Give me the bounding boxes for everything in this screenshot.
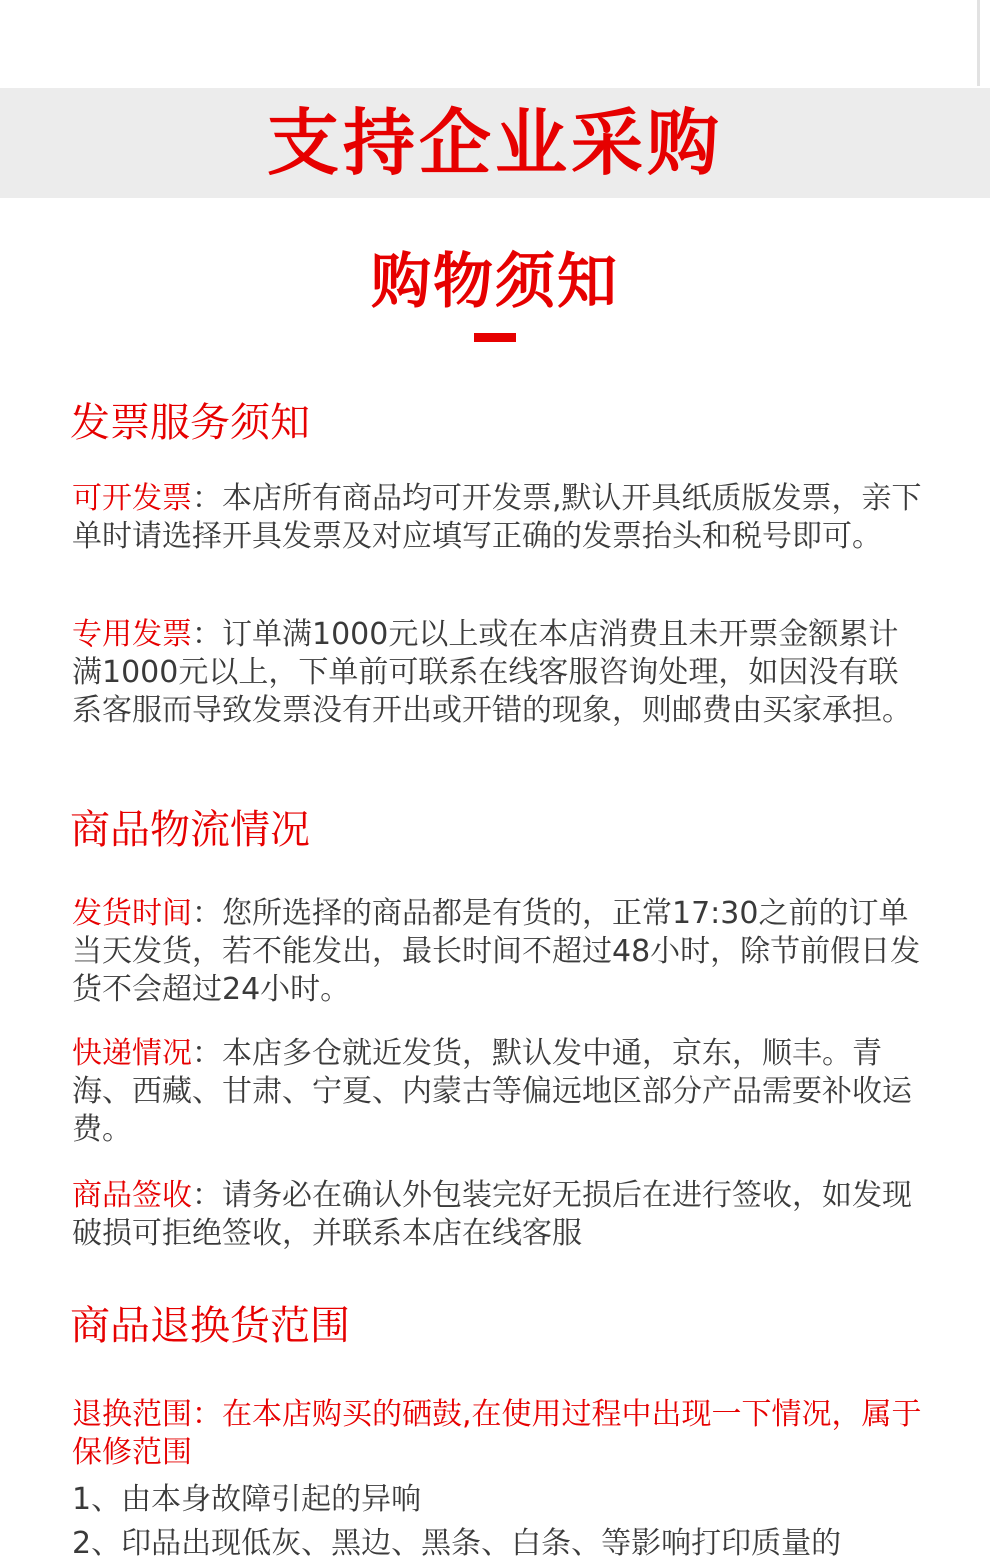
title-underline [474,333,516,342]
paragraph-label: 可开发票 [72,481,192,516]
list-item: 2、印品出现低灰、黑边、黑条、白条、等影响打印质量的 [72,1526,842,1561]
label-separator: ： [192,896,222,931]
scrollbar[interactable] [977,0,980,86]
label-separator: ： [192,617,222,652]
paragraph-label: 专用发票 [72,617,192,652]
paragraph-invoice-special [72,616,922,730]
label-separator: ： [192,1178,222,1213]
list-item: 1、由本身故障引起的异响 [72,1482,422,1517]
label-separator: ： [192,481,222,516]
paragraph-label: 商品签收 [72,1178,192,1213]
paragraph-text: 请务必在确认外包装完好无损后在进行签收，如发现破损可拒绝签收，并联系本店在线客服 [72,1178,912,1251]
enterprise-banner [0,88,990,198]
section-heading-logistics: 商品物流情况 [70,807,310,853]
paragraph-text: 本店所有商品均可开发票,默认开具纸质版发票，亲下单时请选择开具发票及对应填写正确的发票抬头和税号即可。 [72,481,922,554]
banner-title: 支持企业采购 [266,101,723,185]
section-heading-invoice: 发票服务须知 [70,400,310,446]
label-separator: ： [192,1036,222,1071]
paragraph-return-scope: 退换范围：在本店购买的硒鼓,在使用过程中出现一下情况，属于保修范围 [72,1397,922,1470]
paragraph-label: 发货时间 [72,896,192,931]
paragraph-invoice-general [72,480,922,556]
paragraph-text: 本店多仓就近发货，默认发中通，京东，顺丰。青海、西藏、甘肃、宁夏、内蒙古等偏远地区部分产品需要补收运费。 [72,1036,912,1147]
page-title: 购物须知 [371,247,619,317]
paragraph-label: 快递情况 [72,1036,192,1071]
paragraph-ship-time [72,895,922,1009]
paragraph-text: 您所选择的商品都是有货的，正常17:30之前的订单当天发货，若不能发出，最长时间不超过48小时，除节前假日发货不会超过24小时。 [72,896,921,1007]
paragraph-text: 订单满1000元以上或在本店消费且未开票金额累计满1000元以上，下单前可联系在线客服咨询处理，如因没有联系客服而导致发票没有开出或开错的现象，则邮费由买家承担。 [72,617,912,728]
section-heading-returns: 商品退换货范围 [70,1303,350,1349]
paragraph-receipt [72,1177,922,1253]
paragraph-express [72,1035,922,1149]
